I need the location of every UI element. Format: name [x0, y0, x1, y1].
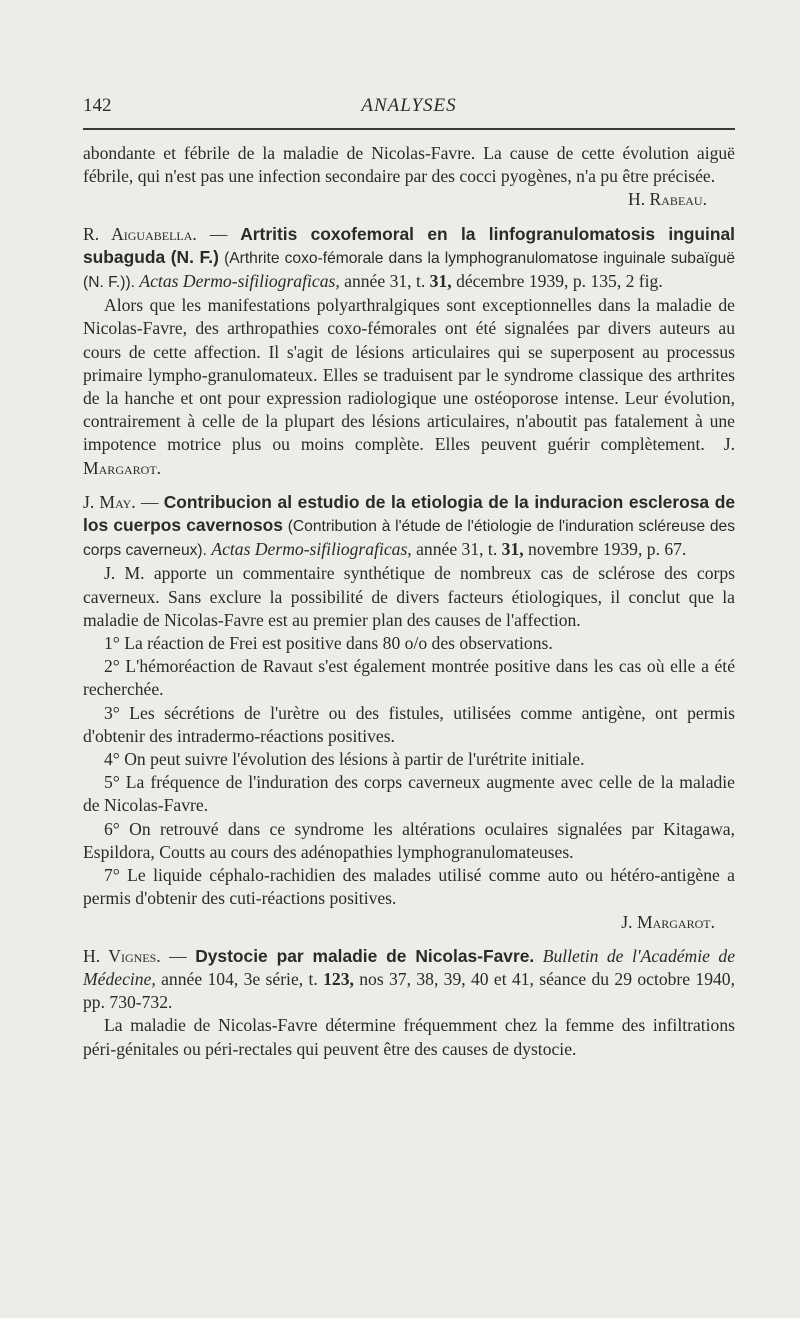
journal-name: Bulletin de l'Académie de Médecine,	[83, 945, 736, 989]
continuation-paragraph	[83, 142, 735, 212]
article-details: année 31, t.	[416, 539, 498, 560]
article-details: année 104, 3e série, t.	[161, 968, 318, 989]
article-paragraph: J. M. apporte un commentaire synthétique de nombreux cas de sclérose des corps caverneux. Sans exclure la possibilité de divers facteurs étiologiques, il conclut que la maladie de Nicolas-Favre est au premier plan des causes de l'affection.	[83, 563, 735, 630]
article-details: novembre 1939, p. 67.	[528, 539, 687, 560]
article-volume: 31,	[501, 539, 524, 560]
page-number: 142	[83, 95, 112, 116]
journal-name: Actas Dermo-sifiliograficas,	[211, 539, 412, 560]
article-author: H. Vignes.	[83, 945, 161, 966]
numbered-point: 7° Le liquide céphalo-rachidien des malades utilisé comme auto ou hétéro-antigène a permis d'obtenir des cuti-réactions positives.	[83, 865, 735, 909]
page-header	[83, 95, 735, 125]
numbered-point: 5° La fréquence de l'induration des corps caverneux augmente avec celle de la maladie de Nicolas-Favre.	[83, 772, 735, 816]
article-citation: R. Aiguabella. — Artritis coxofemoral en la linfogranulomatosis inguinal subaguda (N. F.) (Arthrite coxo-fémorale dans la lymphogranulomatose inguinale subaïguë (N. F.)). Actas Dermo-sifiliograficas, année 31, t. 31, décembre 1939, p. 135, 2 fig.	[83, 223, 735, 292]
article-title: Artritis coxofemoral en la linfogranulomatosis inguinal subaguda (N. F.)	[83, 223, 735, 267]
article-author: R. Aiguabella.	[83, 223, 197, 244]
article-details: nos 37, 38, 39, 40 et 41, séance du 29 octobre 1940, pp. 730-732.	[83, 968, 736, 1013]
numbered-point: 2° L'hémoréaction de Ravaut s'est également montrée positive dans les cas où elle a été recherchée.	[83, 656, 735, 700]
article-citation: H. Vignes. — Dystocie par maladie de Nicolas-Favre. Bulletin de l'Académie de Médecine, année 104, 3e série, t. 123, nos 37, 38, 39, 40 et 41, séance du 29 octobre 1940, pp. 730-732.	[83, 945, 736, 1013]
article-translation: (Arthrite coxo-fémorale dans la lymphogranulomatose inguinale subaïguë (N. F.)).	[83, 249, 735, 292]
signature: J. Margarot.	[83, 434, 735, 478]
numbered-point: 4° On peut suivre l'évolution des lésions à partir de l'urétrite initiale.	[104, 749, 585, 770]
page-body	[83, 142, 735, 1061]
header-rule	[83, 128, 735, 130]
article-paragraph: La maladie de Nicolas-Favre détermine fréquemment chez la femme des infiltrations péri-génitales ou péri-rectales qui peuvent être des causes de dystocie.	[83, 1015, 735, 1059]
numbered-point: 6° On retrouvé dans ce syndrome les altérations oculaires signalées par Kitagawa, Espildora, Coutts au cours des adénopathies lymphogranulomateuses.	[83, 818, 735, 862]
paragraph-text: Alors que les manifestations polyarthralgiques sont exceptionnelles dans la maladie de Nicolas-Favre, des arthropathies coxo-fémorales ont été signalées par divers auteurs au cours de cette affection. Il s'agit de lésions articulaires qui se superposent au processus primaire lympho-granulomateux. Elles se traduisent par le syndrome classique des arthrites de la hanche et ont pour expression radiologique une ostéoporose intense. Leur évolution, contrairement à celle de la plupart des lésions articulaires, n'aboutit pas fatalement à une impotence motrice plus ou moins complète. Elles peuvent guérir complètement.	[83, 295, 735, 455]
signature: J. Margarot.	[621, 911, 715, 932]
journal-name: Actas Dermo-sifiliograficas,	[139, 271, 340, 292]
article-details: décembre 1939, p. 135, 2 fig.	[456, 271, 663, 292]
running-head: ANALYSES	[361, 95, 457, 116]
signature-line	[83, 911, 735, 934]
article-translation: (Contribution à l'étude de l'étiologie de l'induration scléreuse des corps caverneux).	[83, 518, 735, 560]
article-volume: 31,	[429, 271, 452, 292]
numbered-point: 3° Les sécrétions de l'urètre ou des fistules, utilisées comme antigène, ont permis d'obtenir des intradermo-réactions positives.	[83, 702, 735, 746]
numbered-point: 1° La réaction de Frei est positive dans 80 o/o des observations.	[104, 633, 553, 654]
article-title: Dystocie par maladie de Nicolas-Favre.	[195, 945, 535, 966]
article-paragraph	[83, 294, 735, 480]
article-title: Contribucion al estudio de la etiologia de la induracion esclerosa de los cuerpos cavernosos	[83, 491, 736, 536]
article-author: J. May.	[83, 491, 136, 512]
continuation-text: abondante et fébrile de la maladie de Nicolas-Favre. La cause de cette évolution aiguë fébrile, qui n'est pas une infection secondaire par des cocci pyogènes, n'a pu être précisée.	[83, 143, 735, 187]
article-citation: J. May. — Contribucion al estudio de la etiologia de la induracion esclerosa de los cuerpos cavernosos (Contribution à l'étude de l'étiologie de l'induration scléreuse des corps caverneux). Actas Dermo-sifiliograficas, année 31, t. 31, novembre 1939, p. 67.	[83, 491, 736, 560]
signature: H. Rabeau.	[628, 189, 707, 210]
article-details: année 31, t.	[344, 271, 426, 292]
article-volume: 123,	[323, 968, 354, 989]
